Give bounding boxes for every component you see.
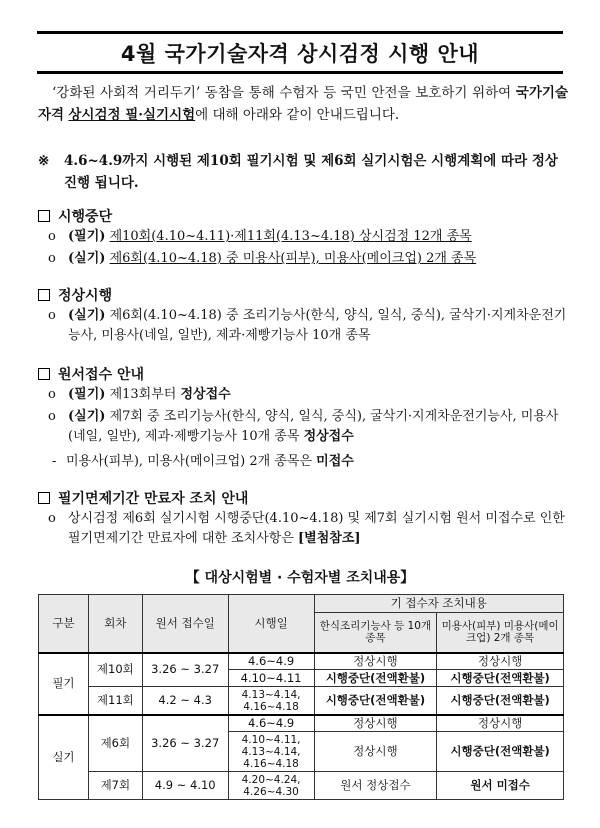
header-reception: 원서 접수일: [142, 595, 228, 653]
checkbox-square-icon: [38, 492, 50, 504]
table-row: 제11회 4.2 ~ 4.3 4.13~4.14, 4.16~4.18 시행중단(전액환불) 시행중단(전액환불): [39, 687, 564, 715]
list-item: o 상시검정 제6회 실기시험 시행중단(4.10~4.18) 및 제7회 실기시험 원서 미접수로 인한 필기면제기간 만료자에 대한 조치사항은 [별첨참조]: [48, 511, 565, 546]
note-mark: ※: [38, 153, 50, 169]
list-item: o (실기) 제6회(4.10~4.18) 중 미용사(피부), 미용사(메이크업) 2개 종목: [48, 251, 477, 266]
section-title: 원서접수 안내: [58, 367, 145, 383]
notice-note: [38, 150, 568, 194]
checkbox-square-icon: [38, 210, 50, 222]
section-suspension: [38, 206, 112, 226]
table-row: 실기 제6회 3.26 ~ 3.27 4.6~4.9 정상시행 정상시행: [39, 715, 564, 732]
list-item: o (실기) 제6회(4.10~4.18) 중 조리기능사(한식, 양식, 일식, 중식), 굴삭기·지게차운전기능사, 미용사(네일, 일반), 제과·제빵기능사 10개 종목: [48, 308, 567, 343]
intro-text-1: ‘강화된 사회적 거리두기’ 동참을 통해 수험자 등 국민 안전을 보호하기 위하여: [52, 85, 516, 101]
table-row: 제7회 4.9 ~ 4.10 4.20~4.24, 4.26~4.30 원서 정상접수 원서 미접수: [39, 772, 564, 800]
section-normal: [38, 285, 112, 305]
page-title-text: 4월 국가기술자격 상시검정 시행 안내: [120, 41, 480, 66]
intro-text-3: 상시검정 필·실기시험: [68, 107, 196, 123]
table-row: 필기 제10회 3.26 ~ 3.27 4.6~4.9 정상시행 정상시행: [39, 653, 564, 670]
note-text: 4.6~4.9까지 시행된 제10회 필기시험 및 제6회 실기시험은 시행계획에 따라 정상진행 됩니다.: [64, 153, 558, 191]
checkbox-square-icon: [38, 289, 50, 301]
header-col-a: 한식조리기능사 등 10개 종목: [314, 613, 437, 653]
section-application: [38, 364, 144, 384]
measures-table: [38, 594, 564, 800]
header-group: 기 접수자 조치내용: [314, 595, 563, 613]
intro-text-4: 에 대해 아래와 같이 안내드립니다.: [195, 107, 400, 123]
list-item-dash: - 미용사(피부), 미용사(메이크업) 2개 종목은 미접수: [52, 454, 354, 469]
list-item: o (필기) 제10회(4.10~4.11)·제11회(4.13~4.18) 상시검정 12개 종목: [48, 229, 472, 244]
table-row: 4.10~4.11, 4.13~4.14, 4.16~4.18 정상시행 시행중단(전액환불): [39, 732, 564, 772]
section-title: 정상시행: [58, 288, 113, 304]
checkbox-square-icon: [38, 368, 50, 380]
section-title: 시행중단: [58, 209, 113, 225]
section-exemption: [38, 488, 248, 508]
section-title: 필기면제기간 만료자 조치 안내: [58, 491, 249, 507]
header-exam-date: 시행일: [228, 595, 314, 653]
intro-paragraph: [38, 82, 568, 126]
page-title: [37, 31, 563, 74]
intro-text-2: 국가기술자격: [38, 85, 568, 123]
table-row: 4.10~4.11 시행중단(전액환불) 시행중단(전액환불): [39, 670, 564, 687]
list-item: o (필기) 제13회부터 정상접수: [48, 387, 231, 402]
list-item: o (실기) 제7회 중 조리기능사(한식, 양식, 일식, 중식), 굴삭기·지게차운전기능사, 미용사(네일, 일반), 제과·제빵기능사 10개 종목 정상접수: [48, 409, 559, 444]
header-type: 구분: [39, 595, 89, 653]
header-col-b: 미용사(피부) 미용사(메이크업) 2개 종목: [437, 613, 564, 653]
header-round: 회차: [88, 595, 142, 653]
table-caption: 【 대상시험별 · 수험자별 조치내용】: [185, 570, 415, 586]
